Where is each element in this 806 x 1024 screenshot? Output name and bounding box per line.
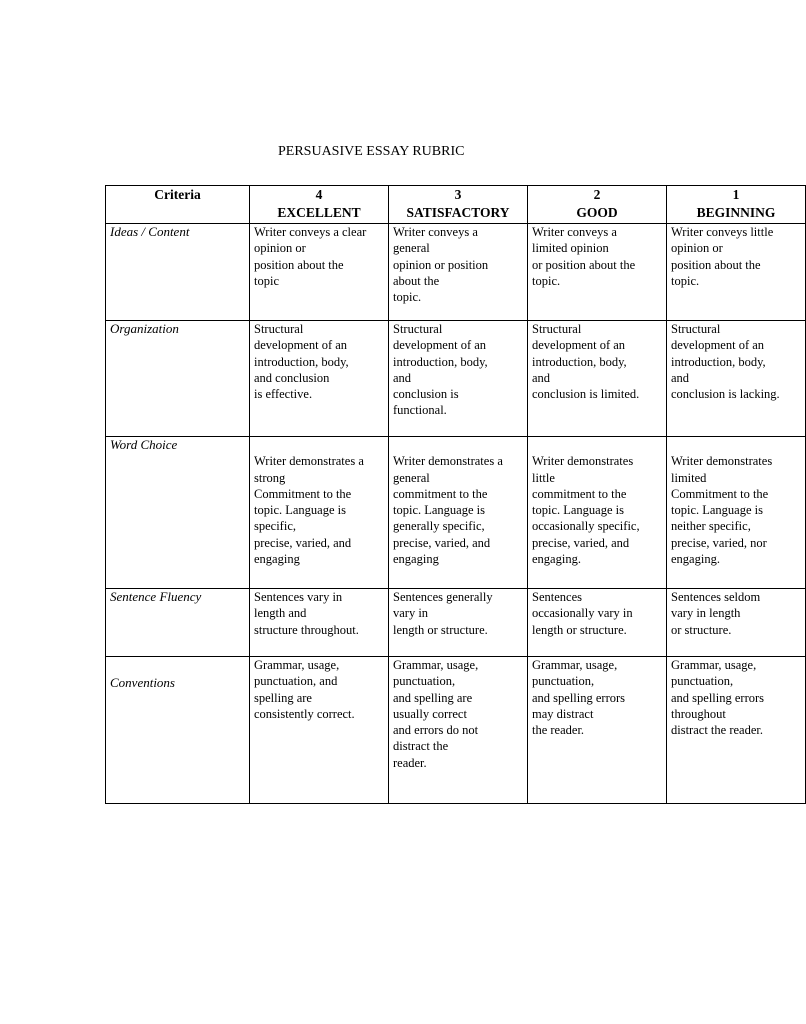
descriptor-line: conclusion is limited. <box>532 387 640 402</box>
rubric-row-ideas-content <box>106 224 806 321</box>
criteria-header-label: Criteria <box>154 187 201 202</box>
descriptor-line: spelling are <box>254 690 312 705</box>
descriptor-cell <box>528 589 667 657</box>
descriptor-line: and <box>532 370 551 385</box>
descriptor-line: development of an <box>393 338 487 353</box>
rubric-row-organization <box>106 321 806 437</box>
level-name: SATISFACTORY <box>406 205 510 220</box>
criteria-column-header <box>106 186 250 224</box>
descriptor-line: and <box>393 370 412 385</box>
level-number: 3 <box>454 187 462 202</box>
descriptor-line: development of an <box>254 338 348 353</box>
descriptor-line: little <box>532 470 555 485</box>
descriptor-line: is effective. <box>254 387 313 402</box>
descriptor-line: topic. <box>393 290 422 305</box>
descriptor-line: development of an <box>671 338 765 353</box>
descriptor-line: Grammar, usage, <box>532 658 618 672</box>
descriptor-line: topic. Language is <box>254 503 346 518</box>
descriptor-line: Commitment to the <box>671 486 769 501</box>
descriptor-line: and errors do not <box>393 723 479 738</box>
descriptor-line: the reader. <box>532 723 585 738</box>
rubric-row-conventions <box>106 657 806 804</box>
descriptor-line: introduction, body, <box>671 354 766 369</box>
descriptor-line: throughout <box>671 706 726 721</box>
descriptor-line: topic. <box>532 273 561 288</box>
level-header-2 <box>528 186 667 224</box>
descriptor-line: Writer conveys little <box>671 225 774 239</box>
rubric-table <box>105 185 806 804</box>
descriptor-line: Writer conveys a <box>532 225 617 239</box>
descriptor-cell <box>389 224 528 321</box>
descriptor-cell <box>667 321 806 437</box>
descriptor-line: precise, varied, and <box>532 535 630 550</box>
descriptor-cell <box>389 321 528 437</box>
descriptor-line: commitment to the <box>393 486 488 501</box>
descriptor-cell <box>389 589 528 657</box>
descriptor-line: precise, varied, nor <box>671 535 767 550</box>
descriptor-line: topic. Language is <box>393 503 485 518</box>
descriptor-cell <box>389 437 528 589</box>
descriptor-cell <box>389 657 528 804</box>
cell-spacer <box>254 437 384 453</box>
descriptor-line: general <box>393 470 430 485</box>
descriptor-line: Writer conveys a <box>393 225 478 239</box>
descriptor-line: Sentences seldom <box>671 590 761 604</box>
descriptor-line: may distract <box>532 706 594 721</box>
descriptor-line: and spelling errors <box>671 690 765 705</box>
descriptor-line: topic. Language is <box>671 503 763 518</box>
level-name: BEGINNING <box>696 205 776 220</box>
descriptor-line: conclusion is <box>393 387 459 402</box>
descriptor-line: functional. <box>393 403 447 418</box>
descriptor-cell <box>250 589 389 657</box>
rubric-title: PERSUASIVE ESSAY RUBRIC <box>278 144 465 159</box>
descriptor-line: engaging. <box>671 552 720 567</box>
descriptor-line: opinion or <box>254 241 306 256</box>
descriptor-line: Writer conveys a clear <box>254 225 367 239</box>
descriptor-line: opinion or <box>671 241 723 256</box>
descriptor-line: distract the reader. <box>671 723 763 738</box>
descriptor-cell <box>250 321 389 437</box>
descriptor-line: topic. <box>671 273 700 288</box>
descriptor-line: general <box>393 241 430 256</box>
descriptor-line: vary in <box>393 606 429 621</box>
descriptor-line: usually correct <box>393 706 467 721</box>
descriptor-line: Structural <box>532 322 582 336</box>
descriptor-line: Sentences <box>532 590 582 604</box>
descriptor-line: Sentences generally <box>393 590 493 604</box>
level-header-3 <box>389 186 528 224</box>
descriptor-line: limited opinion <box>532 241 609 256</box>
criterion-label: Conventions <box>110 675 175 690</box>
descriptor-line: Grammar, usage, <box>671 658 757 672</box>
descriptor-line: length or structure. <box>532 622 627 637</box>
descriptor-line: precise, varied, and <box>393 535 491 550</box>
descriptor-line: Writer demonstrates <box>671 454 773 469</box>
descriptor-line: vary in length <box>671 606 741 621</box>
level-name: EXCELLENT <box>277 205 361 220</box>
level-number: 4 <box>315 187 323 202</box>
descriptor-line: introduction, body, <box>393 354 488 369</box>
criterion-label: Organization <box>110 321 179 336</box>
descriptor-line: or position about the <box>532 257 636 272</box>
descriptor-line: Writer demonstrates a <box>393 454 503 469</box>
level-number: 1 <box>732 187 740 202</box>
descriptor-line: Structural <box>254 322 304 336</box>
descriptor-line: engaging. <box>532 552 581 567</box>
criterion-label: Word Choice <box>110 437 178 452</box>
rubric-row-sentence-fluency <box>106 589 806 657</box>
criterion-cell <box>106 437 250 589</box>
descriptor-line: and conclusion <box>254 370 330 385</box>
level-header-4 <box>250 186 389 224</box>
descriptor-cell <box>667 589 806 657</box>
descriptor-line: reader. <box>393 755 427 770</box>
descriptor-line: introduction, body, <box>532 354 627 369</box>
descriptor-line: and spelling errors <box>532 690 626 705</box>
descriptor-line: topic. Language is <box>532 503 624 518</box>
descriptor-line: consistently correct. <box>254 706 355 721</box>
descriptor-line: about the <box>393 273 440 288</box>
rubric-row-word-choice <box>106 437 806 589</box>
descriptor-cell <box>528 437 667 589</box>
cell-spacer <box>393 437 523 453</box>
cell-spacer <box>532 437 662 453</box>
descriptor-line: Structural <box>393 322 443 336</box>
level-name: GOOD <box>576 205 618 220</box>
descriptor-line: occasionally vary in <box>532 606 633 621</box>
descriptor-line: position about the <box>671 257 761 272</box>
descriptor-line: Grammar, usage, <box>254 658 340 672</box>
criterion-cell <box>106 224 250 321</box>
descriptor-line: commitment to the <box>532 486 627 501</box>
descriptor-cell <box>667 224 806 321</box>
descriptor-line: Commitment to the <box>254 486 352 501</box>
descriptor-line: limited <box>671 470 707 485</box>
descriptor-line: precise, varied, and <box>254 535 352 550</box>
descriptor-line: introduction, body, <box>254 354 349 369</box>
descriptor-line: Grammar, usage, <box>393 658 479 672</box>
descriptor-cell <box>528 657 667 804</box>
descriptor-cell <box>250 224 389 321</box>
descriptor-line: punctuation, <box>671 674 734 689</box>
descriptor-line: position about the <box>254 257 344 272</box>
header-row <box>106 186 806 224</box>
descriptor-line: opinion or position <box>393 257 489 272</box>
descriptor-line: strong <box>254 470 286 485</box>
criterion-label: Sentence Fluency <box>110 589 202 604</box>
descriptor-line: generally specific, <box>393 519 485 534</box>
descriptor-line: punctuation, and <box>254 674 338 689</box>
descriptor-line: engaging <box>254 552 300 567</box>
descriptor-line: Structural <box>671 322 721 336</box>
descriptor-line: Writer demonstrates <box>532 454 634 469</box>
descriptor-line: development of an <box>532 338 626 353</box>
descriptor-line: conclusion is lacking. <box>671 387 780 402</box>
criterion-cell <box>106 657 250 804</box>
descriptor-line: and spelling are <box>393 690 473 705</box>
descriptor-line: engaging <box>393 552 439 567</box>
descriptor-cell <box>250 437 389 589</box>
criterion-cell <box>106 321 250 437</box>
descriptor-cell <box>667 657 806 804</box>
descriptor-line: neither specific, <box>671 519 751 534</box>
descriptor-line: or structure. <box>671 622 732 637</box>
descriptor-line: topic <box>254 273 279 288</box>
descriptor-line: length and <box>254 606 307 621</box>
descriptor-line: distract the <box>393 739 449 754</box>
descriptor-line: length or structure. <box>393 622 488 637</box>
cell-spacer <box>671 437 801 453</box>
descriptor-cell <box>528 321 667 437</box>
descriptor-line: Sentences vary in <box>254 590 343 604</box>
criterion-cell <box>106 589 250 657</box>
descriptor-line: structure throughout. <box>254 622 359 637</box>
descriptor-line: punctuation, <box>393 674 456 689</box>
criterion-label: Ideas / Content <box>110 224 190 239</box>
descriptor-line: occasionally specific, <box>532 519 640 534</box>
descriptor-cell <box>667 437 806 589</box>
descriptor-line: Writer demonstrates a <box>254 454 364 469</box>
descriptor-cell <box>528 224 667 321</box>
level-header-1 <box>667 186 806 224</box>
descriptor-cell <box>250 657 389 804</box>
descriptor-line: and <box>671 370 690 385</box>
descriptor-line: punctuation, <box>532 674 595 689</box>
level-number: 2 <box>593 187 601 202</box>
descriptor-line: specific, <box>254 519 296 534</box>
